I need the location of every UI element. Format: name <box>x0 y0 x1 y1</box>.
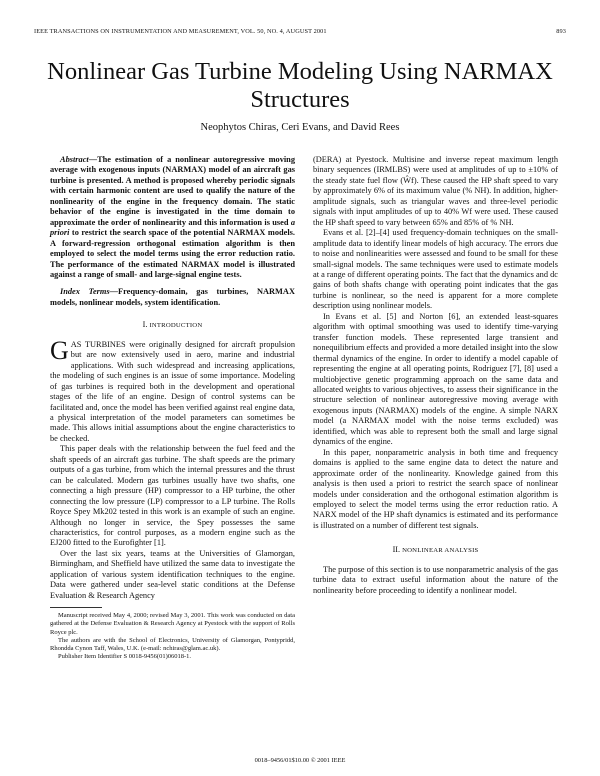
right-paragraph-1: (DERA) at Pyestock. Multisine and inverse repeat maximum length binary sequences (IRMLBS) were used at amplitudes of up to ±10% of the steady state fuel flow (Ŵf). These caused the HP shaft speed to vary by approximately 6% of its maximum value (% NH). In addition, higher-amplitude signals, such as triangular waves and three-level periodic signals with input amplitudes of up to 40% Wf were used. These caused the HP shaft speed to vary between 65% and 85% of % NH. <box>313 155 558 227</box>
footnote-identifier: Publisher Item Identifier S 0018-9456(01)06018-1. <box>58 653 192 661</box>
section-title: INTRODUCTION <box>149 322 203 330</box>
running-header <box>34 28 566 35</box>
section-heading-introduction <box>50 320 295 331</box>
abstract-text-2: to restrict the search space of the potential NARMAX models. A forward-regression orthogonal estimation algorithm is then employed to select the model terms using the error reduction ratio. The performance of the estimated NARMAX model is illustrated against a range of small- and large-signal engine tests. <box>50 228 295 279</box>
right-column <box>313 155 558 596</box>
right-paragraph-3: In Evans et al. [5] and Norton [6], an extended least-squares algorithm with optimal smoothing was used to identify time-varying transfer function models. These represented large transient and nonequilibrium effects and provided a more detailed insight into the slow thermal dynamics of the engine. In order to identify a model capable of representing the engine at all operating points, Rodriguez [7], [8] used a multiobjective genetic programming approach on the same data and allocated weights to various objectives, to assess their significance in the structure selection of nonlinear autoregressive moving average with exogenous inputs (NARMAX) models of the engine. A simple NARX model (a NARMAX model with the noise terms excluded) was identified, which was able to represent both the small and large signal dynamics of the engine. <box>313 311 559 447</box>
footnotes <box>50 612 295 661</box>
footnote-affiliation: The authors are with the School of Electronics, University of Glamorgan, Pontypridd, Rhondda Cynon Taff, Wales, U.K. (e-mail: nchiras@glam.ac.uk). <box>50 636 295 652</box>
index-terms-label: Index Terms— <box>60 287 118 297</box>
journal-name: IEEE TRANSACTIONS ON INSTRUMENTATION AND MEASUREMENT, VOL. 50, NO. 4, AUGUST 2001 <box>34 28 327 35</box>
abstract-text: The estimation of a nonlinear autoregressive moving average with exogenous inputs (NARMAX) model of an aircraft gas turbine is presented. A method is proposed whereby periodic signals with certain harmonic content are used to qualify the nature of the nonlinearity of the engine in the frequency domain. The static behavior of the engine is investigated in the time domain to approximate the order of nonlinearity and this information is used <box>50 155 295 227</box>
index-terms-text: Frequency-domain, gas turbines, NARMAX models, nonlinear models, system identification. <box>50 287 295 307</box>
intro-text-1: AS TURBINES were originally designed for aircraft propulsion but are now extensively used in aero, marine and industrial applications. With such widespread and increasing applications, the modeling of such engines is an issue of some importance. Modeling of gas turbines is required both in the development and operational stages of the life of an engine. Design of control systems can be facilitated and, once the model has been verified against real engine data, a physical interpretation of the model parameters can sometimes be made. This allows initial assumptions about the engine characteristics to be checked. <box>50 339 295 443</box>
footnote-manuscript: Manuscript received May 4, 2000; revised May 3, 2001. This work was conducted on data gathered at the Defense Evaluation & Research Agency at Pyestock with the support of Rolls Royce plc. <box>50 612 295 636</box>
abstract <box>50 155 295 280</box>
footnote-divider <box>50 607 102 608</box>
right-paragraph-4: In this paper, nonparametric analysis in both time and frequency domains is applied to the same engine data to detect the nature and approximate order of the nonlinearity. Knowledge gained from this analysis is then used a priori to restrict the search space of nonlinear models under consideration and the orthogonal estimation algorithm is employed to select the model terms using the error reduction ratio. A NARX model of the HP shaft dynamics is estimated and its performance is illustrated on a number of different test signals. <box>313 447 558 530</box>
index-terms <box>50 287 295 308</box>
page-number: 893 <box>556 28 566 35</box>
right-paragraph-2: Evans et al. [2]–[4] used frequency-domain techniques on the small-amplitude data to identify linear models of high accuracy. The errors due to noise and nonlinearities were assessed and found to be small for these small-signal models. The same techniques were used to estimate models at a range of different operating points. The fact that the dynamics and dc gains of both shafts change with operating point indicates that the gas turbine is nonlinear, so the need is apparent for a more complete description using nonlinear models. <box>313 228 558 311</box>
drop-cap: G <box>50 335 69 365</box>
copyright-footer: 0018–9456/01$10.00 © 2001 IEEE <box>254 757 346 764</box>
left-column <box>50 155 295 661</box>
abstract-label: Abstract— <box>60 155 98 164</box>
section2-paragraph: The purpose of this section is to use nonparametric analysis of the gas turbine data to extract useful information about the nature of the nonlinearity before proceeding to identify a nonlinear model. <box>313 564 558 595</box>
section-title: NONLINEAR ANALYSIS <box>402 547 479 555</box>
section-number: II. <box>392 545 401 555</box>
section-heading-nonlinear-analysis <box>313 545 558 556</box>
abstract-italic: a priori <box>50 217 295 238</box>
author-list: Neophytos Chiras, Ceri Evans, and David Rees <box>200 122 400 133</box>
paper-title: Nonlinear Gas Turbine Modeling Using NARMAX Structures <box>47 58 553 113</box>
section-number: I. <box>142 320 148 330</box>
intro-paragraph-3: Over the last six years, teams at the Universities of Glamorgan, Birmingham, and Sheffield have utilized the same data to investigate the application of various system identification techniques to the engine. Data were gathered under sea-level static conditions at the Defense Evaluation & Research Agency <box>50 548 295 600</box>
intro-paragraph-2: This paper deals with the relationship between the fuel feed and the shaft speeds of an aircraft gas turbine. The shaft speeds are the primary outputs of a gas turbine, from which the internal pressures and the thrust can be calculated. Modern gas turbines usually have two shafts, one connecting a high pressure (HP) compressor to a HP turbine, the other connecting the low pressure (LP) compressor to a LP turbine. The Rolls Royce Spey Mk202 tested in this work is an example of such an engine. Although no longer in service, the Spey possesses the same characteristics, for control purposes, as a modern engine such as the EJ200 fitted to the Eurofighter [1]. <box>50 444 295 548</box>
intro-paragraph-1 <box>50 335 295 445</box>
